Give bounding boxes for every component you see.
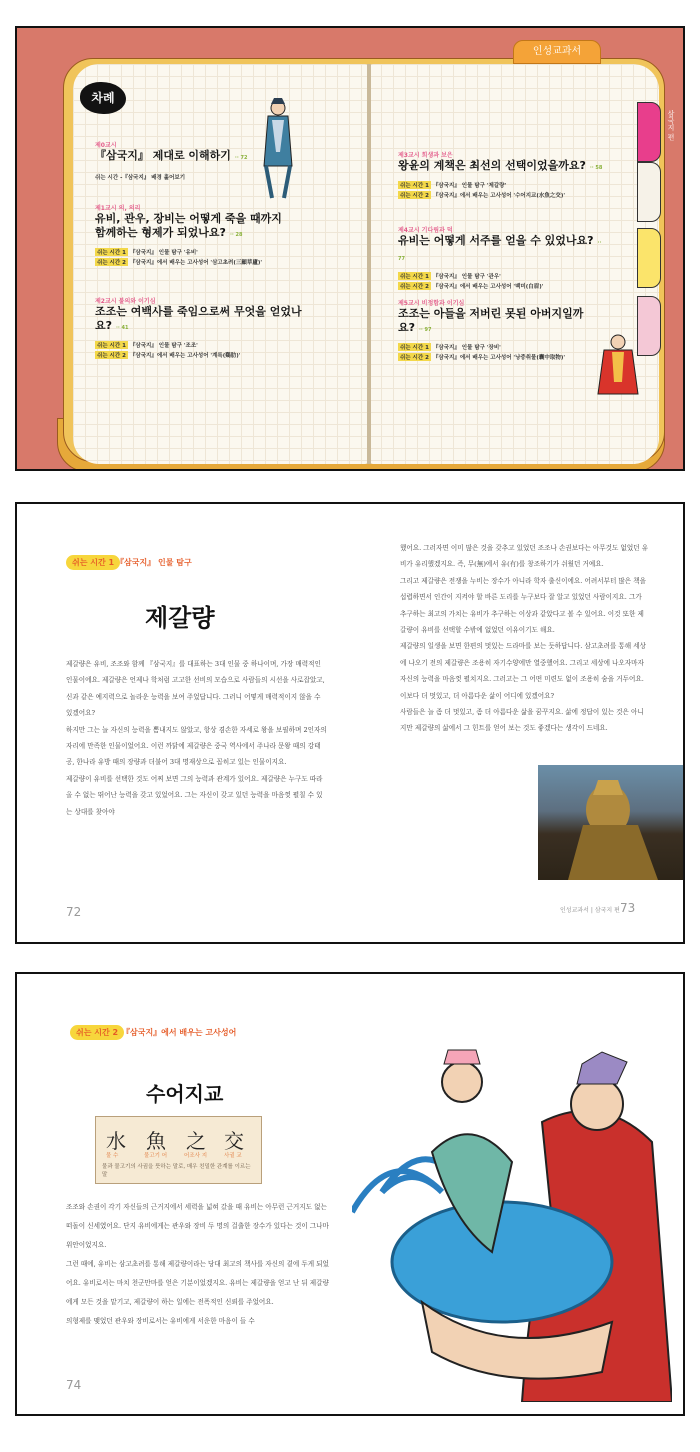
- sub-text: 『삼국지』에서 배우는 고사성어 '백미(白眉)': [432, 284, 544, 290]
- toc-kicker: 제0교시: [95, 142, 117, 149]
- toc-kicker: 제2교시 불의와 이기심: [95, 298, 156, 305]
- body-text: 조조와 손권이 각기 자신들의 근거지에서 세력을 넓혀 갔을 때 유비는 아무런 근거지도 없는 떠돌이 신세였어요. 단지 유비에게는 관우와 장비 두 명의 걸출한 장수가 있다는 것이 그나마 위안이었지요. 그런 때에, 유비는 삼고초려를 통해 제갈량이라는 당대 최고의 책사를 자신의 곁에 두게 되었어요. 유비로서는 마치 천군만마를 얻은 기분이었겠지요. 유비는 제갈량을 얻고 난 뒤 제갈량에게 모든 것을 맡기고, 제갈량이 하는 일에는 전폭적인 신뢰를 주었어요. 의형제를 맺었던 관우와 장비로서는 유비에게 서운한 마음이 들 수: [66, 1203, 329, 1325]
- sub-text: 『삼국지』 인물 탐구 '장비': [432, 345, 501, 351]
- toc-kicker: 제5교시 비정함과 이기심: [398, 300, 465, 307]
- toc-page: ·· 97: [419, 327, 432, 333]
- toc-title: 조조는 아들을 저버린 못된 아버지일까요?: [398, 307, 584, 334]
- break-time-badge: 쉬는 시간 2: [70, 1025, 124, 1040]
- sub-text: 『삼국지』에서 배우는 고사성어 '낭중취물(囊中取物)': [432, 355, 566, 361]
- side-tab-pink[interactable]: [637, 102, 661, 162]
- page-number-right: 73: [620, 901, 636, 915]
- toc-page: ·· 72: [234, 155, 248, 161]
- sub-tag: 쉬는 시간 2: [400, 193, 429, 199]
- toc-sub: [95, 258, 295, 266]
- side-tab-light-pink[interactable]: [637, 296, 661, 356]
- sub-tag: 쉬는 시간 2: [97, 353, 126, 359]
- toc-page: ·· 28: [229, 232, 243, 238]
- right-body-text: 했어요. 그러자면 이미 많은 것을 갖추고 있었던 조조나 손권보다는 아무것도 없었던 유비가 유리했겠지요. 즉, 무(無)에서 유(有)를 창조하기가 쉬웠던 거예요. 그리고 제갈량은 전쟁을 누비는 장수가 아니라 학자 출신이에요. 어려서부터 많은 책을 섭렵하면서 인간이 지켜야 할 바른 도리를 누구보다 잘 알고 있었던 사람이지요. 그가 추구하는 최고의 가치는 유비가 추구하는 이상과 같았다고 볼 수 있어요. 이것 또한 제갈량이 유비를 선택할 수밖에 없었던 이유이기도 해요. 제갈량의 일생을 보면 한편의 멋있는 드라마를 보는 듯하답니다. 삼고초려를 통해 세상에 나오기 전의 제갈량은 조용히 자기수양에만 열중했어요. 그리고 세상에 나오자마자 자신의 능력을 마음껏 펼치지요. 그러고는 그 어떤 미련도 없이 조용히 숨을 거두어요. 이보다 더 멋있고, 더 아름다운 삶이 어디에 있겠어요? 사람들은 늘 좀 더 멋있고, 좀 더 아름다운 삶을 꿈꾸지요. 삶에 정답이 있는 것은 아니지만 제갈량의 삶에서 그 힌트를 얻어 보는 것도 좋겠다는 생각이 드네요.: [400, 544, 649, 733]
- sub-text: 『삼국지』 인물 탐구 '관우': [432, 274, 501, 280]
- hanja-reading: 어조사 지: [184, 1153, 208, 1159]
- toc-sub: 쉬는 시간 -『삼국지』 배경 훑어보기: [95, 175, 186, 181]
- toc-sub: [398, 343, 598, 351]
- hanja-reading: 물고기 어: [144, 1153, 168, 1159]
- hanja-reading: 물 수: [106, 1153, 119, 1159]
- sub-text: 『삼국지』 인물 탐구 '조조': [129, 343, 198, 349]
- toc-sub: [398, 181, 618, 189]
- hanja-char: 交: [224, 1129, 244, 1153]
- sub-text: 『삼국지』에서 배우는 고사성어 '수어지교(水魚之交)': [432, 193, 566, 199]
- toc-sub: [398, 191, 618, 199]
- toc-sub: [95, 351, 315, 359]
- left-body-text: 제갈량은 유비, 조조와 함께 『삼국지』를 대표하는 3대 인물 중 하나이며, 가장 매력적인 인물이에요. 제갈량은 언제나 학처럼 고고한 선비의 모습으로 사람들의 시선을 사로잡았고, 신과 같은 예지력으로 놀라운 능력을 보여 주었답니다. 그러니 어떻게 매력적이지 않을 수 있겠어요? 하지만 그는 늘 자신의 능력을 뽐내지도 않았고, 항상 겸손한 자세로 왕을 보필하며 2인자의 자리에 만족한 인물이었어요. 이런 까닭에 제갈량은 중국 역사에서 주나라 문왕 때의 강태공, 한나라 유방 때의 장량과 더불어 3대 명재상으로 꼽히고 있는 인물이지요. 제갈량이 유비를 선택한 것도 어찌 보면 그의 능력과 관계가 있어요. 제갈량은 누구도 따라올 수 없는 뛰어난 능력을 갖고 있었어요. 그는 자신이 갖고 있던 능력을 마음껏 펼칠 수 있는 상대를 찾아야: [66, 660, 327, 816]
- toc-page: ·· 77: [398, 240, 602, 262]
- page-number-left: 72: [66, 905, 82, 919]
- break-time-badge: 쉬는 시간 1: [66, 555, 120, 570]
- toc-title: 왕윤의 계책은 최선의 선택이었을까요?: [398, 159, 586, 172]
- sub-tag: 쉬는 시간 2: [97, 260, 126, 266]
- toc-title: 유비, 관우, 장비는 어떻게 죽을 때까지 함께하는 형제가 되었나요?: [95, 212, 282, 239]
- general-illustration: [596, 332, 640, 398]
- sub-tag: 쉬는 시간 1: [400, 183, 429, 189]
- page-title: 수어지교: [146, 1082, 224, 1106]
- sub-tag: 쉬는 시간 2: [400, 355, 429, 361]
- sub-text: 『삼국지』 인물 탐구 '제갈량': [432, 183, 507, 189]
- guan-yu-illustration: [258, 96, 298, 200]
- toc-label: 차례: [80, 82, 126, 114]
- toc-kicker: 제4교시 기다림과 덕: [398, 227, 453, 234]
- toc-entry-3[interactable]: [398, 150, 618, 199]
- hanja-reading: 사귈 교: [224, 1153, 242, 1159]
- toc-title: 『삼국지』 제대로 이해하기: [95, 149, 231, 162]
- toc-title: 조조는 여백사를 죽임으로써 무엇을 얻었나요?: [95, 305, 302, 332]
- sub-tag: 쉬는 시간 2: [400, 284, 429, 290]
- hanja-box: [95, 1116, 262, 1184]
- toc-entry-5[interactable]: [398, 298, 598, 361]
- toc-page: ·· 58: [589, 165, 603, 171]
- toc-title: 유비는 어떻게 서주를 얻을 수 있었나요?: [398, 234, 594, 247]
- sub-tag: 쉬는 시간 1: [97, 250, 126, 256]
- brand-tab: 인성교과서: [513, 40, 601, 64]
- toc-page: ·· 41: [116, 325, 129, 331]
- toc-sub: [95, 248, 295, 256]
- sub-tag: 쉬는 시간 1: [400, 274, 429, 280]
- page-number: 74: [66, 1378, 82, 1392]
- toc-sub: [398, 353, 598, 361]
- toc-entry-1[interactable]: [95, 203, 295, 266]
- page-title: 제갈량: [145, 604, 215, 632]
- toc-kicker: 제3교시 희생과 보은: [398, 152, 453, 159]
- idiom-meaning: 물과 물고기의 사귐을 뜻하는 말로, 매우 친밀한 관계를 이르는 말: [102, 1164, 251, 1178]
- sub-text: 『삼국지』에서 배우는 고사성어 '삼고초려(三顧草廬)': [129, 260, 263, 266]
- statue-photo: [538, 765, 683, 880]
- side-tab-white-1[interactable]: [637, 162, 661, 222]
- side-tab-yellow[interactable]: [637, 228, 661, 288]
- toc-kicker: 제1교시 의, 의리: [95, 205, 141, 212]
- book-spine: [367, 64, 371, 464]
- sub-tag: 쉬는 시간 1: [400, 345, 429, 351]
- side-tab-label: 삼국지 편: [667, 110, 675, 141]
- section-label: 『삼국지』에서 배우는 고사성어: [122, 1028, 237, 1037]
- running-footer: 인성교과서 | 삼국지 편: [560, 907, 620, 914]
- toc-entry-2[interactable]: [95, 296, 315, 359]
- section-label: 『삼국지』 인물 탐구: [116, 558, 192, 567]
- sub-text: 『삼국지』 인물 탐구 '유비': [129, 250, 198, 256]
- hanja-char: 魚: [146, 1129, 166, 1153]
- sub-text: 『삼국지』에서 배우는 고사성어 '계륵(鷄肋)': [129, 353, 241, 359]
- sub-tag: 쉬는 시간 1: [97, 343, 126, 349]
- toc-sub: [398, 282, 608, 290]
- toc-sub: [95, 341, 315, 349]
- fish-water-illustration: [352, 1022, 672, 1402]
- hanja-char: 之: [186, 1129, 206, 1153]
- toc-entry-0[interactable]: [95, 140, 275, 181]
- toc-entry-4[interactable]: [398, 225, 608, 290]
- toc-sub: [398, 272, 608, 280]
- hanja-char: 水: [106, 1129, 126, 1153]
